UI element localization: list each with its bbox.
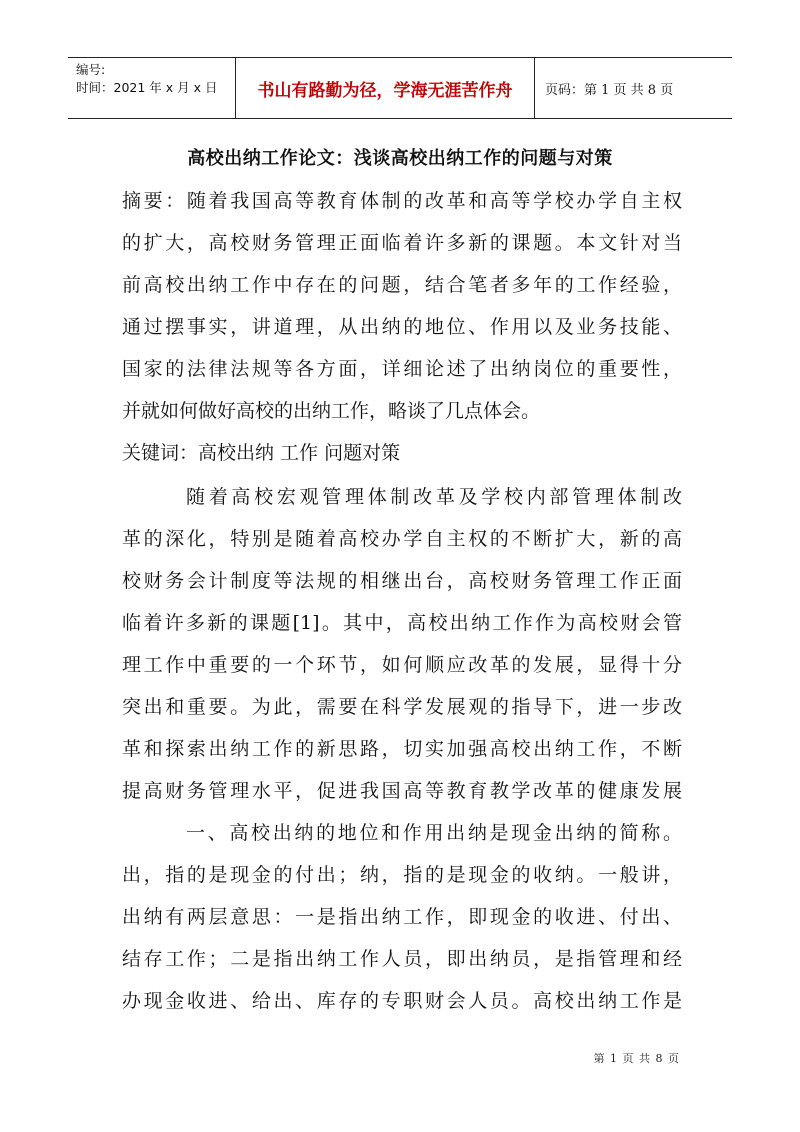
- body-line: 革和探索出纳工作的新思路，切实加强高校出纳工作，不断: [122, 738, 682, 760]
- body-line: 革的深化，特别是随着高校办学自主权的不断扩大，新的高: [122, 528, 682, 550]
- page-header: [68, 57, 732, 119]
- header-meta: [68, 58, 235, 118]
- body-line: 通过摆事实，讲道理，从出纳的地位、作用以及业务技能、: [122, 316, 682, 338]
- header-motto: 书山有路勤为径，学海无涯苦作舟: [235, 58, 535, 118]
- page-footer: 第 1 页 共 8 页: [593, 1052, 680, 1065]
- document-title: 高校出纳工作论文：浅谈高校出纳工作的问题与对策: [187, 148, 613, 169]
- body-line: 出，指的是现金的付出；纳，指的是现金的收纳。一般讲，: [122, 864, 682, 886]
- section-heading-line: 一、高校出纳的地位和作用出纳是现金出纳的简称。: [186, 822, 682, 844]
- body-line: 突出和重要。为此，需要在科学发展观的指导下，进一步改: [122, 696, 682, 718]
- body-line: 出纳有两层意思：一是指出纳工作，即现金的收进、付出、: [122, 906, 682, 928]
- body-line: 并就如何做好高校的出纳工作，略谈了几点体会。: [122, 400, 541, 422]
- body-line: 的扩大，高校财务管理正面临着许多新的课题。本文针对当: [122, 232, 682, 254]
- body-line: 结存工作；二是指出纳工作人员，即出纳员，是指管理和经: [122, 948, 682, 970]
- document-number-label: 编号:: [76, 62, 106, 77]
- body-line: 摘要：随着我国高等教育体制的改革和高等学校办学自主权: [122, 190, 682, 212]
- body-line: 前高校出纳工作中存在的问题，结合笔者多年的工作经验，: [122, 274, 682, 296]
- document-time: 时间：2021 年 x 月 x 日: [76, 80, 218, 95]
- body-line: 校财务会计制度等法规的相继出台，高校财务管理工作正面: [122, 570, 682, 592]
- header-page-info: 页码：第 1 页 共 8 页: [545, 82, 674, 98]
- keywords-line: 关键词：高校出纳 工作 问题对策: [122, 442, 401, 464]
- body-line: 国家的法律法规等各方面，详细论述了出纳岗位的重要性，: [122, 358, 682, 380]
- body-line: 提高财务管理水平，促进我国高等教育教学改革的健康发展: [122, 780, 682, 802]
- body-line: 办现金收进、给出、库存的专职财会人员。高校出纳工作是: [122, 990, 682, 1012]
- body-line: 临着许多新的课题[1]。其中，高校出纳工作作为高校财会管: [122, 612, 682, 634]
- body-line: 随着高校宏观管理体制改革及学校内部管理体制改: [186, 486, 682, 508]
- body-line: 理工作中重要的一个环节，如何顺应改革的发展，显得十分: [122, 654, 682, 676]
